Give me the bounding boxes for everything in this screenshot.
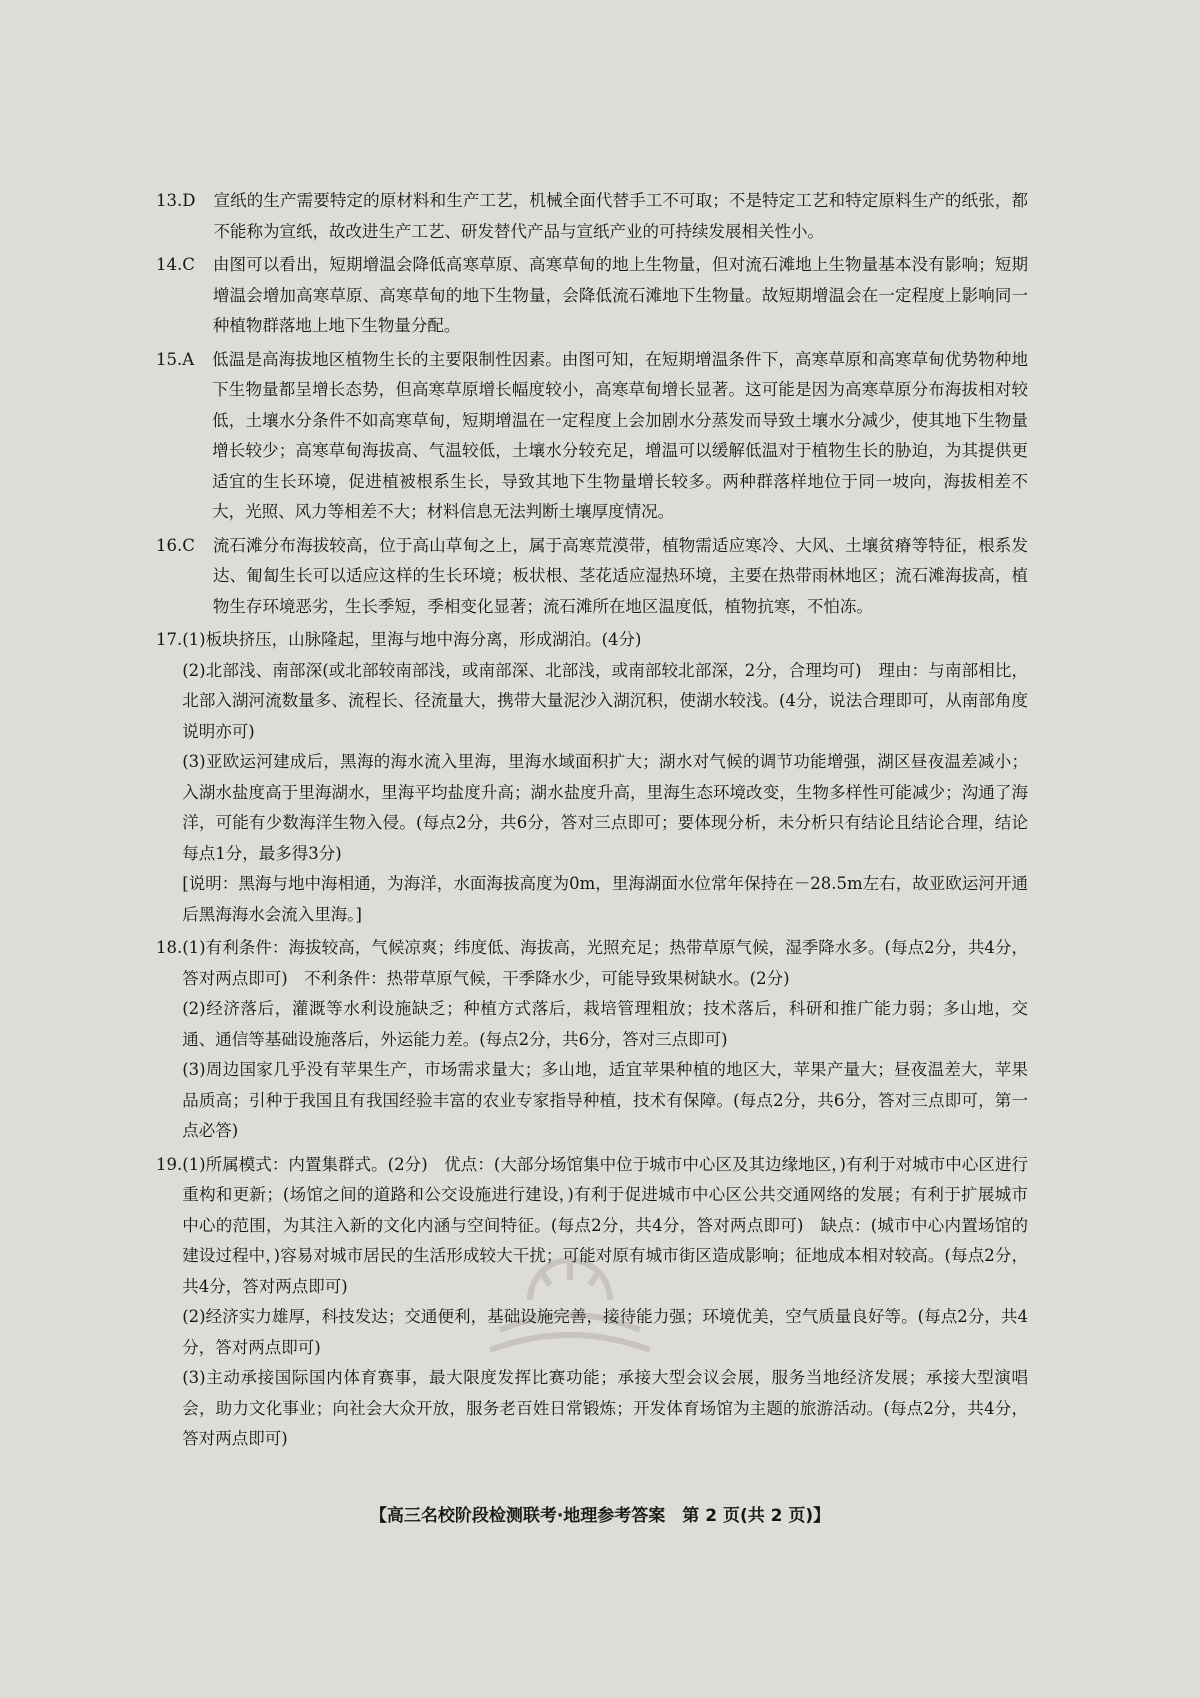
answer-19	[156, 1150, 1028, 1455]
answer-content	[156, 186, 1028, 1458]
answer-number: 18.	[156, 938, 183, 957]
answer-number: 13.D	[156, 191, 196, 210]
answer-18-part-2: (2)经济落后，灌溉等水利设施缺乏；种植方式落后，栽培管理粗放；技术落后，科研和推广能力弱；多山地，交通、通信等基础设施落后，外运能力差。(每点2分，共6分，答对三点即可)	[182, 999, 1028, 1049]
answer-14	[156, 250, 1028, 342]
answer-number: 15.A	[156, 349, 195, 369]
answer-18-part-1: (1)有利条件：海拔较高，气候凉爽；纬度低、海拔高，光照充足；热带草原气候，湿季降水多。(每点2分，共4分，答对两点即可) 不利条件：热带草原气候，干季降水少，可能导致果树缺水。(2分)	[182, 938, 1028, 988]
answer-15	[156, 345, 1028, 528]
answer-16	[156, 531, 1028, 623]
answer-text: 低温是高海拔地区植物生长的主要限制性因素。由图可知，在短期增温条件下，高寒草原和高寒草甸优势物种地下生物量都呈增长态势，但高寒草原增长幅度较小，高寒草甸增长显著。这可能是因为高寒草原分布海拔相对较低，土壤水分条件不如高寒草甸，短期增温在一定程度上会加剧水分蒸发而导致土壤水分减少，使其地下生物量增长较少；高寒草甸海拔高、气温较低，土壤水分较充足，增温可以缓解低温对于植物生长的胁迫，为其提供更适宜的生长环境，促进植被根系生长，导致其地下生物量增长较多。两种群落样地位于同一坡向，海拔相差不大，光照、风力等相差不大；材料信息无法判断土壤厚度情况。	[212, 349, 1028, 521]
answer-19-part-1: (1)所属模式：内置集群式。(2分) 优点：(大部分场馆集中位于城市中心区及其边缘地区，)有利于对城市中心区进行重构和更新；(场馆之间的道路和公交设施进行建设，)有利于促进城市中心区公共交通网络的发展；有利于扩展城市中心的范围，为其注入新的文化内涵与空间特征。(每点2分，共4分，答对两点即可) 缺点：(城市中心内置场馆的建设过程中，)容易对城市居民的生活形成较大干扰；可能对原有城市街区造成影响；征地成本相对较高。(每点2分，共4分，答对两点即可)	[182, 1154, 1028, 1296]
answer-text: 宣纸的生产需要特定的原材料和生产工艺，机械全面代替手工不可取；不是特定工艺和特定原料生产的纸张，都不能称为宣纸，故改进生产工艺、研发替代产品与宣纸产业的可持续发展相关性小。	[213, 191, 1028, 241]
answer-17-part-1: (1)板块挤压，山脉隆起，里海与地中海分离，形成湖泊。(4分)	[182, 630, 642, 649]
answer-18	[156, 933, 1028, 1147]
answer-text: 由图可以看出，短期增温会降低高寒草原、高寒草甸的地上生物量，但对流石滩地上生物量基本没有影响；短期增温会增加高寒草原、高寒草甸的地下生物量，会降低流石滩地下生物量。故短期增温会在一定程度上影响同一种植物群落地上地下生物量分配。	[212, 255, 1028, 335]
answer-number: 17.	[156, 630, 183, 649]
answer-text: 流石滩分布海拔较高，位于高山草甸之上，属于高寒荒漠带，植物需适应寒冷、大风、土壤贫瘠等特征，根系发达、匍匐生长可以适应这样的生长环境；板状根、茎花适应湿热环境，主要在热带雨林地区；流石滩海拔高，植物生存环境恶劣，生长季短，季相变化显著；流石滩所在地区温度低，植物抗寒，不怕冻。	[212, 535, 1028, 616]
answer-19-part-2: (2)经济实力雄厚，科技发达；交通便利，基础设施完善，接待能力强；环境优美，空气质量良好等。(每点2分，共4分，答对两点即可)	[182, 1307, 1028, 1357]
answer-number: 19.	[156, 1154, 183, 1174]
answer-18-part-3: (3)周边国家几乎没有苹果生产，市场需求量大；多山地，适宜苹果种植的地区大，苹果产量大；昼夜温差大，苹果品质高；引种于我国且有我国经验丰富的农业专家指导种植，技术有保障。(每点2分，共6分，答对三点即可，第一点必答)	[182, 1060, 1028, 1140]
answer-17-part-3: (3)亚欧运河建成后，黑海的海水流入里海，里海水域面积扩大；湖水对气候的调节功能增强，湖区昼夜温差减小；入湖水盐度高于里海湖水，里海平均盐度升高；湖水盐度升高，里海生态环境改变，生物多样性可能减少；沟通了海洋，可能有少数海洋生物入侵。(每点2分，共6分，答对三点即可；要体现分析，未分析只有结论且结论合理，结论每点1分，最多得3分)	[182, 752, 1028, 863]
answer-number: 16.C	[156, 535, 195, 555]
answer-number: 14.C	[156, 255, 195, 274]
answer-17	[156, 625, 1028, 930]
answer-17-part-2: (2)北部浅、南部深(或北部较南部浅，或南部深、北部浅，或南部较北部深，2分，合理均可) 理由：与南部相比，北部入湖河流数量多、流程长、径流量大，携带大量泥沙入湖沉积，使湖水较浅。(4分，说法合理即可，从南部角度说明亦可)	[182, 660, 1028, 741]
page-footer: 【高三名校阶段检测联考·地理参考答案 第 2 页(共 2 页)】	[369, 1506, 831, 1526]
answer-17-note: [说明：黑海与地中海相通，为海洋，水面海拔高度为0m，里海湖面水位常年保持在－28.5m左右，故亚欧运河开通后黑海海水会流入里海。]	[182, 874, 1028, 924]
answer-19-part-3: (3)主动承接国际国内体育赛事，最大限度发挥比赛功能；承接大型会议会展，服务当地经济发展；承接大型演唱会，助力文化事业；向社会大众开放，服务老百姓日常锻炼；开发体育场馆为主题的旅游活动。(每点2分，共4分，答对两点即可)	[182, 1368, 1028, 1448]
answer-13	[156, 186, 1028, 247]
